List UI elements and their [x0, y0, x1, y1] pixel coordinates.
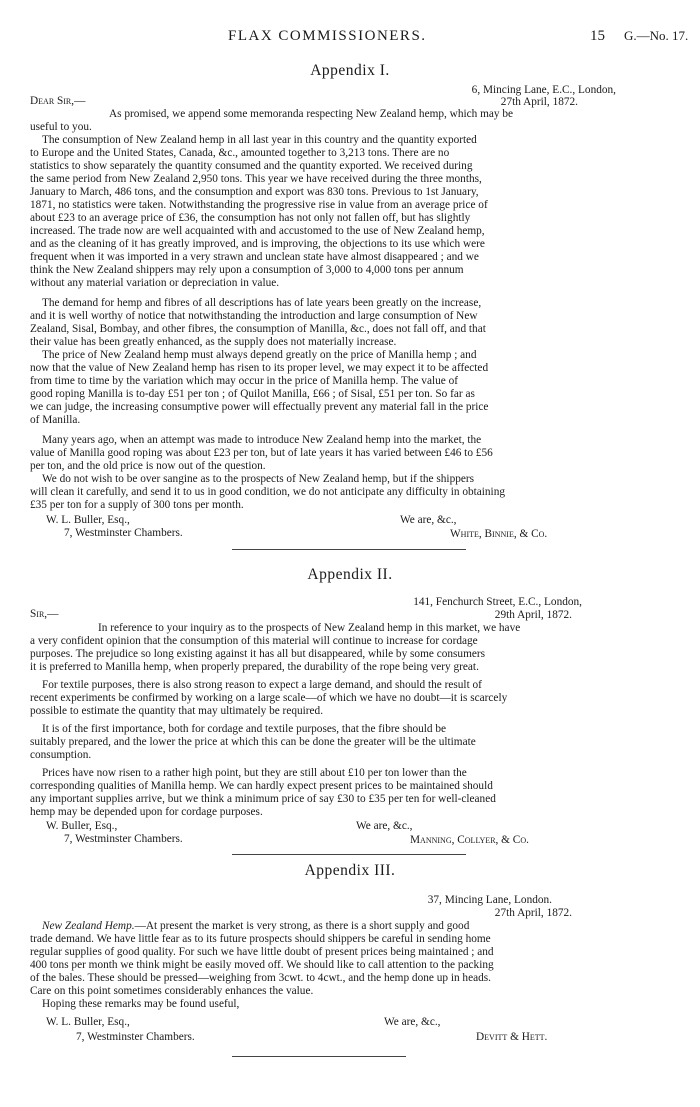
body-line: We do not wish to be over sangine as to the prospects of New Zealand hemp, but if the shippers — [42, 473, 475, 485]
appendix-2-addressee-name: W. Buller, Esq., — [46, 820, 118, 832]
appendix-2-closing: We are, &c., — [356, 820, 413, 832]
appendix-3-addressee-name: W. L. Buller, Esq., — [46, 1016, 130, 1028]
appendix-2-signature: Manning, Collyer, & Co. — [410, 834, 529, 846]
appendix-2-addressee-address: 7, Westminster Chambers. — [64, 833, 183, 845]
body-line: Prices have now risen to a rather high point, but they are still about £10 per ton lower than the — [42, 767, 467, 779]
body-line: purposes. The prejudice so long existing against it has all but disappeared, while by some consumers — [30, 648, 486, 660]
page-number: 15 — [590, 28, 605, 44]
body-line: Zealand, Sisal, Bombay, and other fibres, the consumption of Manilla, &c., does not fall off, and that — [30, 323, 486, 335]
appendix-3-address: 37, Mincing Lane, London. — [427, 894, 552, 906]
appendix-3-signature: Devitt & Hett. — [476, 1031, 548, 1043]
body-line: will clean it carefully, and send it to us in good condition, we do not anticipate any difficulty in obtaining — [30, 486, 505, 498]
body-line: suitably prepared, and the lower the price at which this can be done the greater will be the ultimate — [30, 736, 476, 748]
header-title: FLAX COMMISSIONERS. — [228, 28, 427, 44]
body-line: Hoping these remarks may be found useful, — [42, 998, 240, 1010]
body-line: January to March, 486 tons, and the consumption and export was 830 tons. Previous to 1st January, — [30, 186, 479, 198]
body-line: and as the cleaning of it has greatly improved, and is improving, the objections to its use which were — [30, 238, 485, 250]
body-line: It is of the first importance, both for cordage and textile purposes, that the fibre should be — [42, 723, 447, 735]
body-line: about £23 to an average price of £36, the consumption has not only not fallen off, but has slightly — [30, 212, 471, 224]
body-line: The consumption of New Zealand hemp in all last year in this country and the quantity exported — [42, 134, 477, 146]
body-line: possible to estimate the quantity that may ultimately be required. — [30, 705, 324, 717]
body-line: a very confident opinion that the consumption of this material will continue to increase for cordage — [30, 635, 478, 647]
body-line: The price of New Zealand hemp must always depend greatly on the price of Manilla hemp ; and — [42, 349, 477, 361]
body-line: 400 tons per month we think might be easily moved off. We should like to call attention to the packing — [30, 959, 494, 971]
appendix-3-heading: Appendix III. — [304, 862, 396, 879]
appendix-1-closing: We are, &c., — [400, 514, 457, 526]
body-line: without any material variation or depreciation in value. — [30, 277, 280, 289]
appendix-1-heading: Appendix I. — [310, 62, 390, 79]
body-line: of the bales. These should be pressed—weighing from 3cwt. to 4cwt., and the hemp done up in heads. — [30, 972, 491, 984]
body-line: increased. The trade now are well acquainted with and accustomed to the use of New Zealand hemp, — [30, 225, 485, 237]
appendix-2-heading: Appendix II. — [307, 566, 393, 583]
body-line: consumption. — [30, 749, 92, 761]
section-divider — [232, 1056, 406, 1057]
body-line: In reference to your inquiry as to the prospects of New Zealand hemp in this market, we have — [98, 622, 521, 634]
body-line: from time to time by the variation which may occur in the price of Manilla hemp. The value of — [30, 375, 459, 387]
appendix-3-lead-italic: New Zealand Hemp. — [42, 920, 135, 932]
body-line: the same period from New Zealand 2,950 tons. This year we have received during the three months, — [30, 173, 482, 185]
appendix-1-addressee-address: 7, Westminster Chambers. — [64, 527, 183, 539]
body-line — [42, 920, 469, 933]
body-line: per ton, and the old price is now out of the question. — [30, 460, 266, 472]
body-line: 1871, no statistics were taken. Notwithstanding the progressive rise in value from an average price of — [30, 199, 488, 211]
body-line: now that the value of New Zealand hemp has risen to its proper level, we may expect it to be affected — [30, 362, 489, 374]
appendix-3-lead-rest: —At present the market is very strong, as there is a short supply and good — [134, 920, 470, 932]
document-reference: G.—No. 17. — [624, 28, 689, 43]
appendix-2-date: 29th April, 1872. — [494, 609, 572, 621]
body-line: any important supplies arrive, but we think a minimum price of say £30 to £35 per ten for well-cleaned — [30, 793, 496, 805]
body-line: useful to you. — [30, 121, 92, 133]
body-line: corresponding qualities of Manilla hemp. We can hardly expect present prices to be maintained should — [30, 780, 493, 792]
body-line: frequent when it was imported in a very strawn and unclean state have almost disappeared ; and we — [30, 251, 479, 263]
body-line: regular supplies of good quality. For such we have little doubt of present prices being maintained ; and — [30, 946, 494, 958]
appendix-2-salutation: Sir,— — [30, 608, 59, 620]
body-line: it is preferred to Manilla hemp, when properly prepared, the durability of the rope being very great. — [30, 661, 479, 673]
body-line: hemp may be depended upon for cordage purposes. — [30, 806, 263, 818]
body-line: recent experiments be confirmed by working on a large scale—of which we have no doubt—it is scarcely — [30, 692, 508, 704]
appendix-3-closing: We are, &c., — [384, 1016, 441, 1028]
body-line: value of Manilla good roping was about £23 per ton, but of late years it has varied between £46 to £56 — [30, 447, 493, 459]
appendix-3-date: 27th April, 1872. — [494, 907, 572, 919]
appendix-1-address: 6, Mincing Lane, E.C., London, — [471, 84, 616, 96]
body-line: their value has been greatly enhanced, as the supply does not materially increase. — [30, 336, 397, 348]
body-line: and it is well worthy of notice that notwithstanding the introduction and large consumption of New — [30, 310, 478, 322]
body-line: we can judge, the increasing consumptive power will effectually prevent any material fall in the price — [30, 401, 489, 413]
appendix-1-salutation: Dear Sir,— — [30, 95, 86, 107]
appendix-2-address: 141, Fenchurch Street, E.C., London, — [413, 596, 582, 608]
body-line: £35 per ton for a supply of 300 tons per month. — [30, 499, 244, 511]
appendix-1-date: 27th April, 1872. — [500, 96, 578, 108]
body-line: think the New Zealand shippers may rely upon a consumption of 3,000 to 4,000 tons per annum — [30, 264, 464, 276]
body-line: For textile purposes, there is also strong reason to expect a large demand, and should the result of — [42, 679, 482, 691]
body-line: to Europe and the United States, Canada, &c., amounted together to 3,213 tons. There are no — [30, 147, 450, 159]
body-line: Care on this point sometimes considerably enhances the value. — [30, 985, 314, 997]
section-divider — [232, 854, 466, 855]
body-line: As promised, we append some memoranda respecting New Zealand hemp, which may be — [109, 108, 514, 120]
appendix-1-addressee-name: W. L. Buller, Esq., — [46, 514, 130, 526]
body-line: good roping Manilla is to-day £51 per ton ; of Quilot Manilla, £66 ; of Sisal, £51 per ton. So far as — [30, 388, 475, 400]
section-divider — [232, 549, 466, 550]
body-line: Many years ago, when an attempt was made to introduce New Zealand hemp into the market, the — [42, 434, 482, 446]
body-line: of Manilla. — [30, 414, 81, 426]
running-header — [0, 28, 700, 48]
body-line: statistics to show separately the quantity consumed and the quantity exported. We received during — [30, 160, 473, 172]
appendix-3-addressee-address: 7, Westminster Chambers. — [76, 1031, 195, 1043]
body-line: trade demand. We have little fear as to its future prospects should shippers be careful in sending home — [30, 933, 491, 945]
appendix-1-signature: White, Binnie, & Co. — [450, 528, 548, 540]
body-line: The demand for hemp and fibres of all descriptions has of late years been greatly on the increase, — [42, 297, 482, 309]
